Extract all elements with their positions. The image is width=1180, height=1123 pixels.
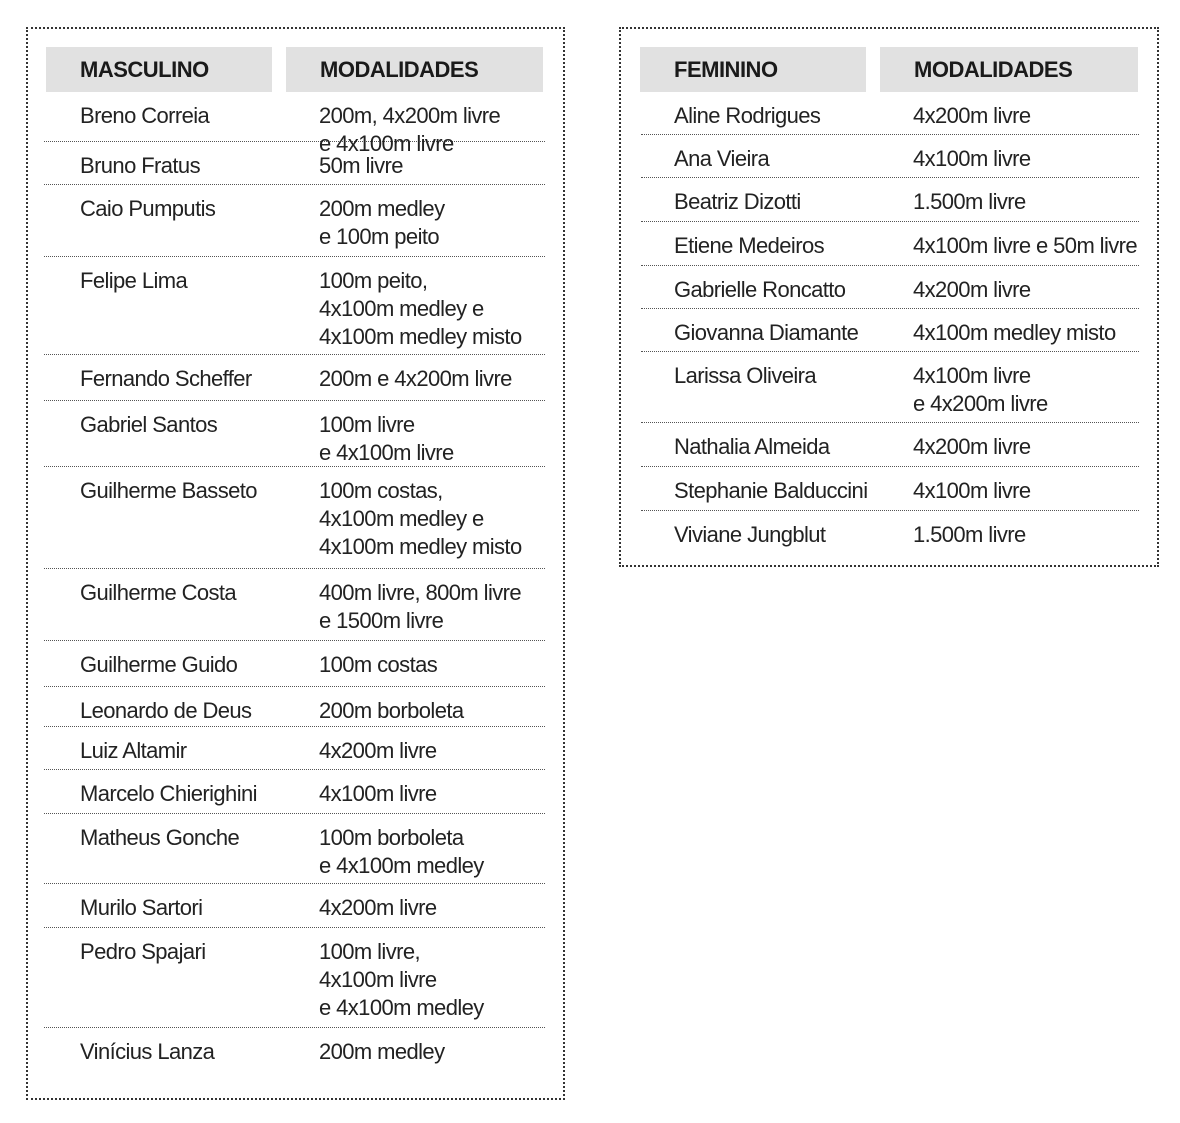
feminino-table bbox=[619, 27, 1159, 567]
masculino-table-row bbox=[44, 727, 545, 770]
feminino-header-row bbox=[621, 47, 1157, 92]
athlete-events: 4x200m livre bbox=[319, 738, 437, 763]
athlete-events: 200m e 4x200m livre bbox=[319, 366, 512, 391]
athlete-events: 50m livre bbox=[319, 153, 403, 178]
athlete-name: Vinícius Lanza bbox=[80, 1039, 215, 1064]
feminino-header-name: FEMININO bbox=[640, 47, 866, 92]
athlete-name: Larissa Oliveira bbox=[674, 363, 817, 388]
athlete-name: Breno Correia bbox=[80, 103, 210, 128]
athlete-name: Marcelo Chierighini bbox=[80, 781, 257, 806]
athlete-events: 4x100m medley misto bbox=[913, 320, 1116, 345]
athlete-events: 100m costas, 4x100m medley e 4x100m medley misto bbox=[319, 478, 522, 559]
feminino-table-row bbox=[641, 467, 1139, 511]
masculino-table-row bbox=[44, 257, 545, 355]
athlete-events: 100m livre, 4x100m livre e 4x100m medley bbox=[319, 939, 484, 1020]
feminino-table-row bbox=[641, 178, 1139, 222]
masculino-table-row bbox=[44, 687, 545, 727]
masculino-table-row bbox=[44, 467, 545, 569]
athlete-name: Gabriel Santos bbox=[80, 412, 218, 437]
athlete-name: Aline Rodrigues bbox=[674, 103, 821, 128]
athlete-name: Bruno Fratus bbox=[80, 153, 200, 178]
athlete-events: 4x100m livre bbox=[913, 478, 1031, 503]
athlete-events: 100m peito, 4x100m medley e 4x100m medley misto bbox=[319, 268, 522, 349]
masculino-table-row bbox=[44, 569, 545, 641]
athlete-events: 4x100m livre bbox=[319, 781, 437, 806]
athlete-events: 4x100m livre e 4x200m livre bbox=[913, 363, 1048, 416]
feminino-table-row bbox=[641, 352, 1139, 423]
masculino-table-row bbox=[44, 1028, 545, 1078]
athlete-events: 1.500m livre bbox=[913, 522, 1026, 547]
athlete-name: Viviane Jungblut bbox=[674, 522, 826, 547]
masculino-table-row bbox=[44, 92, 545, 156]
athlete-events: 4x200m livre bbox=[913, 277, 1031, 302]
athlete-name: Stephanie Balduccini bbox=[674, 478, 868, 503]
masculino-table-row bbox=[44, 770, 545, 814]
athlete-name: Guilherme Basseto bbox=[80, 478, 257, 503]
athlete-events: 200m, 4x200m livre e 4x100m livre bbox=[319, 103, 501, 156]
athlete-name: Fernando Scheffer bbox=[80, 366, 252, 391]
athlete-name: Caio Pumputis bbox=[80, 196, 216, 221]
athlete-name: Giovanna Diamante bbox=[674, 320, 859, 345]
masculino-table-body bbox=[28, 92, 563, 1078]
athlete-events: 200m medley e 100m peito bbox=[319, 196, 445, 249]
athlete-name: Murilo Sartori bbox=[80, 895, 203, 920]
athlete-events: 100m livre e 4x100m livre bbox=[319, 412, 454, 465]
athlete-name: Beatriz Dizotti bbox=[674, 189, 801, 214]
athlete-events: 4x100m livre e 50m livre bbox=[913, 233, 1138, 258]
masculino-table-row bbox=[44, 142, 545, 185]
athlete-name: Luiz Altamir bbox=[80, 738, 187, 763]
athlete-name: Pedro Spajari bbox=[80, 939, 206, 964]
athlete-events: 100m costas bbox=[319, 652, 438, 677]
athlete-events: 4x200m livre bbox=[319, 895, 437, 920]
athlete-name: Leonardo de Deus bbox=[80, 698, 252, 723]
feminino-table-row bbox=[641, 135, 1139, 178]
masculino-header-row bbox=[28, 47, 563, 92]
athlete-name: Matheus Gonche bbox=[80, 825, 240, 850]
masculino-header-events: MODALIDADES bbox=[286, 47, 543, 92]
athlete-name: Guilherme Costa bbox=[80, 580, 237, 605]
masculino-table-row bbox=[44, 814, 545, 884]
masculino-table bbox=[26, 27, 565, 1100]
feminino-table-row bbox=[641, 309, 1139, 352]
masculino-table-row bbox=[44, 884, 545, 928]
masculino-table-row bbox=[44, 928, 545, 1028]
masculino-table-row bbox=[44, 185, 545, 257]
athlete-name: Guilherme Guido bbox=[80, 652, 238, 677]
athlete-events: 4x100m livre bbox=[913, 146, 1031, 171]
athlete-events: 200m medley bbox=[319, 1039, 445, 1064]
athlete-events: 1.500m livre bbox=[913, 189, 1026, 214]
masculino-table-row bbox=[44, 641, 545, 687]
feminino-header-events: MODALIDADES bbox=[880, 47, 1138, 92]
athlete-name: Ana Vieira bbox=[674, 146, 770, 171]
feminino-table-body bbox=[621, 92, 1157, 557]
athlete-events: 4x200m livre bbox=[913, 434, 1031, 459]
masculino-table-row bbox=[44, 355, 545, 401]
feminino-table-row bbox=[641, 222, 1139, 266]
athlete-events: 100m borboleta e 4x100m medley bbox=[319, 825, 484, 878]
feminino-table-row bbox=[641, 92, 1139, 135]
feminino-table-row bbox=[641, 423, 1139, 467]
feminino-table-row bbox=[641, 266, 1139, 309]
feminino-table-row bbox=[641, 511, 1139, 557]
masculino-table-row bbox=[44, 401, 545, 467]
athlete-events: 400m livre, 800m livre e 1500m livre bbox=[319, 580, 521, 633]
athlete-events: 4x200m livre bbox=[913, 103, 1031, 128]
athlete-name: Etiene Medeiros bbox=[674, 233, 824, 258]
athlete-name: Felipe Lima bbox=[80, 268, 188, 293]
athlete-events: 200m borboleta bbox=[319, 698, 464, 723]
athlete-name: Nathalia Almeida bbox=[674, 434, 830, 459]
masculino-header-name: MASCULINO bbox=[46, 47, 272, 92]
athlete-name: Gabrielle Roncatto bbox=[674, 277, 846, 302]
